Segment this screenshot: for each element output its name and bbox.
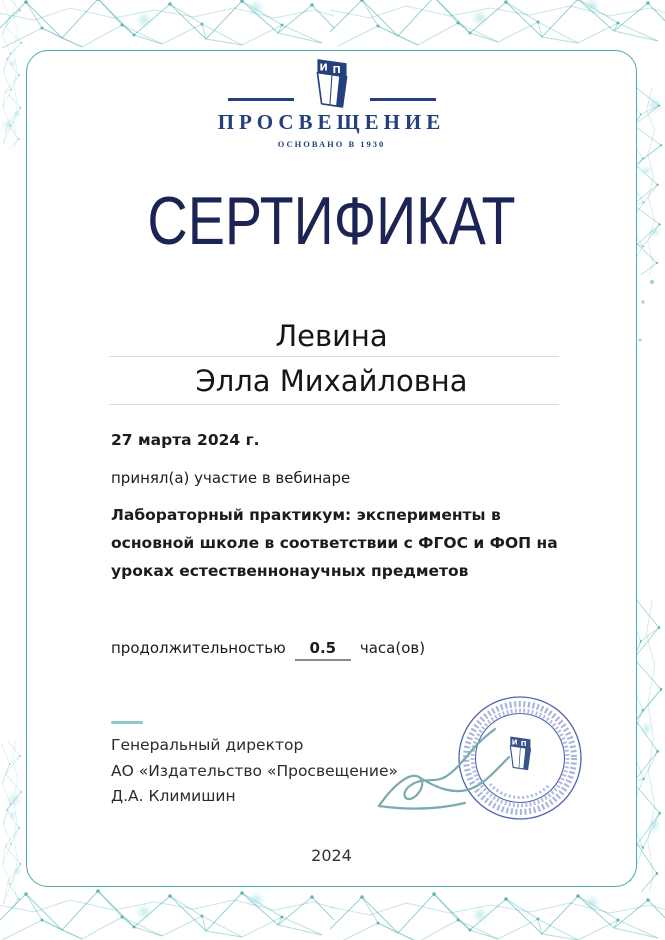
certificate-year: 2024: [311, 846, 352, 865]
duration-label: продолжительностью: [111, 639, 286, 657]
duration-units: часа(ов): [359, 639, 426, 657]
name-underline: [109, 356, 559, 357]
logo-left-bar: [228, 98, 294, 102]
recipient-last-name: Левина: [275, 319, 388, 353]
duration-line: [111, 639, 583, 661]
webinar-title: Лабораторный практикум: эксперименты в основной школе в соответствии с ФГОС и ФОП на уроках естественнонаучных предметов: [111, 506, 558, 580]
brand-name: ПРОСВЕЩЕНИЕ: [217, 110, 446, 134]
duration-value: 0.5: [295, 639, 352, 661]
signatory-name: Д.А. Климишин: [111, 787, 236, 805]
pattern-left: [2, 0, 22, 910]
signature-dash: [111, 721, 143, 724]
logo-row: [27, 57, 636, 109]
pattern-top: [0, 0, 665, 48]
signatory-organization: АО «Издательство «Просвещение»: [111, 761, 398, 780]
brand-founded-label: ОСНОВАНО В 1930: [277, 139, 386, 149]
handwritten-signature: [375, 711, 545, 811]
certificate-title: СЕРТИФИКАТ: [147, 183, 516, 259]
name-underline: [109, 404, 559, 405]
publisher-logo: [27, 57, 636, 149]
recipient-first-middle-name: Элла Михайловна: [195, 364, 468, 398]
signatory-block: [111, 733, 398, 810]
pattern-bottom: [0, 889, 665, 940]
signatory-position: Генеральный директор: [111, 736, 304, 754]
participation-text: принял(а) участие в вебинаре: [111, 469, 351, 487]
logo-right-bar: [370, 98, 436, 102]
event-date: 27 марта 2024 г.: [111, 431, 260, 449]
certificate-card: [26, 50, 637, 887]
publisher-book-monogram-icon: [310, 57, 354, 109]
